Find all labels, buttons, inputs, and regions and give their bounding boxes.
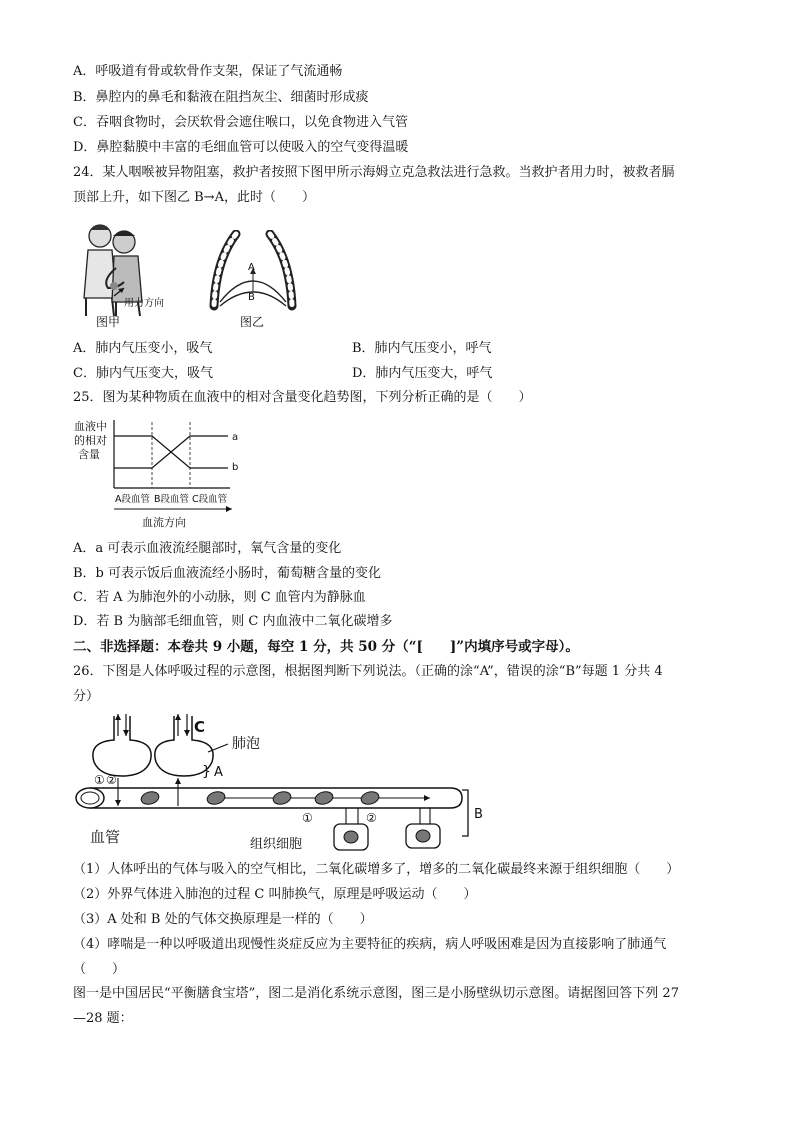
q26-label-n2-bottom: ② bbox=[366, 811, 377, 825]
q25-stem: 25．图为某种物质在血液中的相对含量变化趋势图，下列分析正确的是（ ） bbox=[73, 390, 532, 405]
q26-label-c: C bbox=[194, 718, 206, 736]
q24-stem-line2: 顶部上升，如下图乙 B→A，此时（ ） bbox=[73, 190, 315, 205]
q23-option-d: D．鼻腔黏膜中丰富的毛细血管可以使吸入的空气变得温暖 bbox=[73, 140, 409, 155]
svg-text:}: } bbox=[202, 764, 211, 780]
figure-q26-respiration bbox=[70, 712, 500, 852]
q26-item-4-line2: （ ） bbox=[73, 962, 126, 977]
q25-ylabel-2: 的相对 bbox=[74, 434, 107, 447]
figure-q25-chart bbox=[72, 416, 252, 534]
q26-item-3: （3）A 处和 B 处的气体交换原理是一样的（ ） bbox=[73, 912, 373, 927]
q26-item-4-line1: （4）哮喘是一种以呼吸道出现慢性炎症反应为主要特征的疾病，病人呼吸困难是因为直接影响了肺通气 bbox=[73, 937, 667, 952]
q26-label-tissue-cell: 组织细胞 bbox=[250, 837, 303, 852]
q25-option-b: B．b 可表示饭后血液流经小肠时，葡萄糖含量的变化 bbox=[73, 566, 382, 581]
q26-label-b: B bbox=[474, 807, 483, 822]
q25-x-label-b: B段血管 bbox=[154, 494, 190, 505]
figure-yi-diaphragm bbox=[208, 230, 298, 330]
q24-option-d: D．肺内气压变大，呼气 bbox=[352, 366, 493, 381]
q25-ylabel-1: 血液中 bbox=[74, 420, 107, 433]
figure-yi-caption: 图乙 bbox=[240, 315, 265, 329]
q26-stem-line1: 26．下图是人体呼吸过程的示意图，根据图判断下列说法。（正确的涂“A”，错误的涂“B”每题 1 分共 4 bbox=[73, 664, 663, 679]
q25-xlabel: 血流方向 bbox=[142, 516, 186, 529]
q26-label-n1-bottom: ① bbox=[302, 811, 313, 825]
q23-option-c: C．吞咽食物时，会厌软骨会遮住喉口，以免食物进入气管 bbox=[73, 115, 408, 130]
q24-stem-line1: 24．某人咽喉被异物阻塞，救护者按照下图甲所示海姆立克急救法进行急救。当救护者用力时，被救者膈 bbox=[73, 165, 675, 180]
q26-item-1: （1）人体呼出的气体与吸入的空气相比，二氧化碳增多了，增多的二氧化碳最终来源于组织细胞（ ） bbox=[73, 862, 680, 877]
figure-yi-label-b: B bbox=[248, 292, 255, 303]
q25-x-label-c: C段血管 bbox=[192, 494, 228, 505]
q24-option-a: A．肺内气压变小，吸气 bbox=[73, 341, 213, 356]
q23-option-a: A．呼吸道有骨或软骨作支架，保证了气流通畅 bbox=[73, 64, 343, 79]
q24-option-b: B．肺内气压变小，呼气 bbox=[352, 341, 492, 356]
figure-jia-caption: 图甲 bbox=[96, 315, 121, 329]
q25-line-a-label: a bbox=[232, 432, 239, 443]
section2-heading: 二、非选择题：本卷共 9 小题，每空 1 分，共 50 分（“[ ]”内填序号或字母）。 bbox=[73, 639, 579, 655]
q25-option-d: D．若 B 为脑部毛细血管，则 C 内血液中二氧化碳增多 bbox=[73, 614, 393, 629]
q26-label-a: A bbox=[214, 765, 223, 780]
q25-option-a: A．a 可表示血液流经腿部时，氧气含量的变化 bbox=[73, 541, 342, 556]
figure-jia-heimlich bbox=[72, 218, 192, 330]
q25-line-b-label: b bbox=[232, 462, 239, 473]
q26-label-alveolus: 肺泡 bbox=[232, 736, 260, 752]
q25-ylabel-3: 含量 bbox=[78, 448, 100, 461]
q26-label-vessel: 血管 bbox=[90, 828, 121, 846]
q26-item-2: （2）外界气体进入肺泡的过程 C 叫肺换气，原理是呼吸运动（ ） bbox=[73, 887, 477, 902]
q27-intro-line2: —28 题： bbox=[73, 1011, 133, 1026]
q26-stem-line2: 分） bbox=[73, 689, 100, 704]
q23-option-b: B．鼻腔内的鼻毛和黏液在阻挡灰尘、细菌时形成痰 bbox=[73, 90, 369, 105]
figure-jia-force-label: 用力方向 bbox=[124, 298, 164, 309]
q26-label-n1-top: ① bbox=[94, 773, 105, 787]
q25-option-c: C．若 A 为肺泡外的小动脉，则 C 血管内为静脉血 bbox=[73, 590, 366, 605]
q24-option-c: C．肺内气压变大，吸气 bbox=[73, 366, 213, 381]
figure-yi-label-a: A bbox=[248, 262, 255, 273]
q26-label-n2-top: ② bbox=[106, 773, 117, 787]
q25-x-label-a: A段血管 bbox=[115, 494, 150, 505]
q27-intro-line1: 图一是中国居民“平衡膳食宝塔”，图二是消化系统示意图，图三是小肠壁纵切示意图。请据图回答下列 27 bbox=[73, 986, 679, 1001]
